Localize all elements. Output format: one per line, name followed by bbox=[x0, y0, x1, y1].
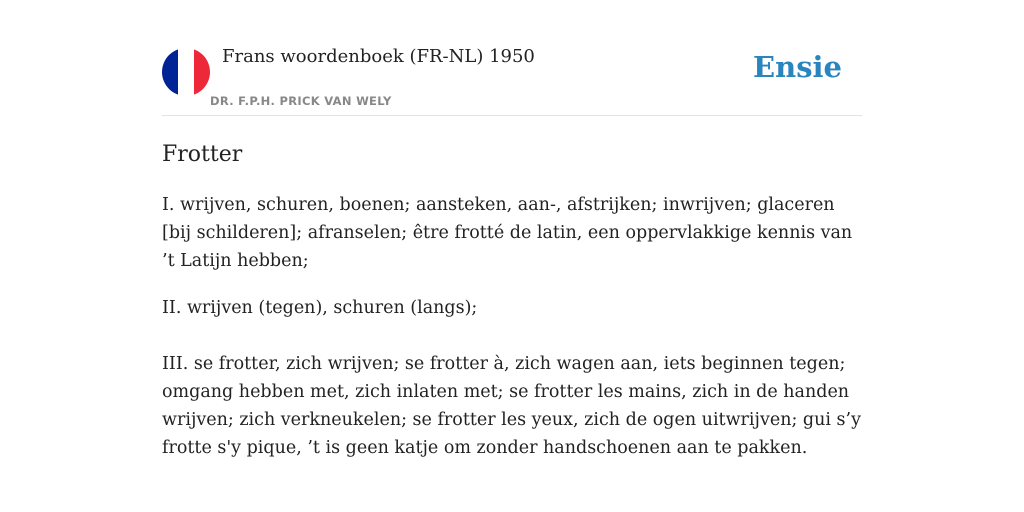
entry-headword: Frotter bbox=[162, 142, 243, 167]
ensie-logo[interactable]: Ensie bbox=[753, 50, 842, 84]
entry-sense-3: III. se frotter, zich wrijven; se frotter à, zich wagen aan, iets beginnen tegen; omgang hebben met, zich inlaten met; se frotter les mains, zich in de handen wrijven; zich verkneukelen; se frotter les yeux, zich de ogen uitwrijven; gui s’y frotte s'y pique, ’t is geen katje om zonder handschoenen aan te pakken. bbox=[162, 354, 861, 458]
dictionary-card bbox=[162, 44, 862, 462]
dictionary-author: DR. F.P.H. PRICK VAN WELY bbox=[210, 94, 392, 108]
french-flag-icon bbox=[162, 48, 210, 96]
dictionary-title[interactable]: Frans woordenboek (FR-NL) 1950 bbox=[222, 46, 535, 67]
entry-sense-1: I. wrijven, schuren, boenen; aansteken, aan-, afstrijken; inwrijven; glaceren [bij schilderen]; afranselen; être frotté de latin, een oppervlakkige kennis van ’t Latijn hebben; bbox=[162, 195, 853, 271]
card-header bbox=[162, 44, 862, 116]
entry-sense-2: II. wrijven (tegen), schuren (langs); bbox=[162, 298, 478, 318]
